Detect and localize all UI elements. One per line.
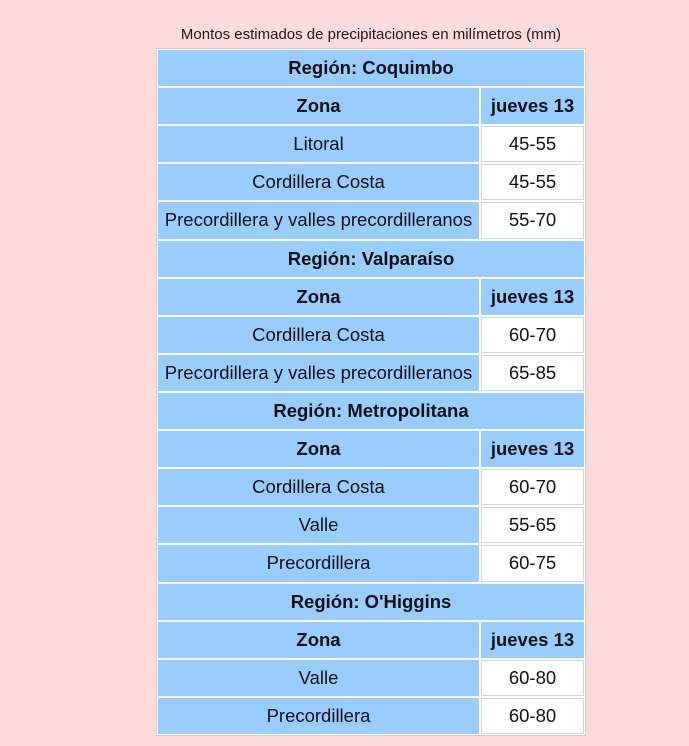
zona-cell: Valle — [158, 507, 479, 543]
value-cell: 55-65 — [481, 507, 584, 543]
table-row — [158, 317, 584, 353]
value-cell: 60-75 — [481, 545, 584, 581]
table-row — [158, 507, 584, 543]
table-row — [158, 164, 584, 200]
value-cell: 60-70 — [481, 317, 584, 353]
region-title: Región: Valparaíso — [158, 241, 584, 277]
table-row — [158, 545, 584, 581]
table-row — [158, 469, 584, 505]
region-header-row — [158, 50, 584, 86]
value-cell: 60-70 — [481, 469, 584, 505]
column-header-row — [158, 622, 584, 658]
column-header-row — [158, 88, 584, 124]
column-header-row — [158, 279, 584, 315]
zona-cell: Cordillera Costa — [158, 317, 479, 353]
region-header-row — [158, 393, 584, 429]
day-column-header: jueves 13 — [481, 88, 584, 124]
day-column-header: jueves 13 — [481, 279, 584, 315]
value-cell: 60-80 — [481, 698, 584, 734]
value-cell: 55-70 — [481, 202, 584, 238]
zona-cell: Precordillera — [158, 698, 479, 734]
region-title: Región: O'Higgins — [158, 584, 584, 620]
day-column-header: jueves 13 — [481, 622, 584, 658]
zona-cell: Precordillera y valles precordilleranos — [158, 355, 479, 391]
table-row — [158, 355, 584, 391]
day-column-header: jueves 13 — [481, 431, 584, 467]
value-cell: 65-85 — [481, 355, 584, 391]
region-title: Región: Metropolitana — [158, 393, 584, 429]
region-header-row — [158, 241, 584, 277]
zona-cell: Cordillera Costa — [158, 164, 479, 200]
table-row — [158, 126, 584, 162]
table-row — [158, 202, 584, 238]
table-row — [158, 698, 584, 734]
zona-column-header: Zona — [158, 622, 479, 658]
zona-cell: Precordillera y valles precordilleranos — [158, 202, 479, 238]
table-row — [158, 660, 584, 696]
region-title: Región: Coquimbo — [158, 50, 584, 86]
zona-column-header: Zona — [158, 431, 479, 467]
region-header-row — [158, 584, 584, 620]
column-header-row — [158, 431, 584, 467]
zona-cell: Valle — [158, 660, 479, 696]
value-cell: 45-55 — [481, 126, 584, 162]
zona-cell: Litoral — [158, 126, 479, 162]
value-cell: 45-55 — [481, 164, 584, 200]
table-caption: Montos estimados de precipitaciones en milímetros (mm) — [180, 26, 562, 43]
value-cell: 60-80 — [481, 660, 584, 696]
zona-column-header: Zona — [158, 279, 479, 315]
zona-cell: Precordillera — [158, 545, 479, 581]
zona-column-header: Zona — [158, 88, 479, 124]
precipitation-table — [156, 48, 586, 736]
zona-cell: Cordillera Costa — [158, 469, 479, 505]
